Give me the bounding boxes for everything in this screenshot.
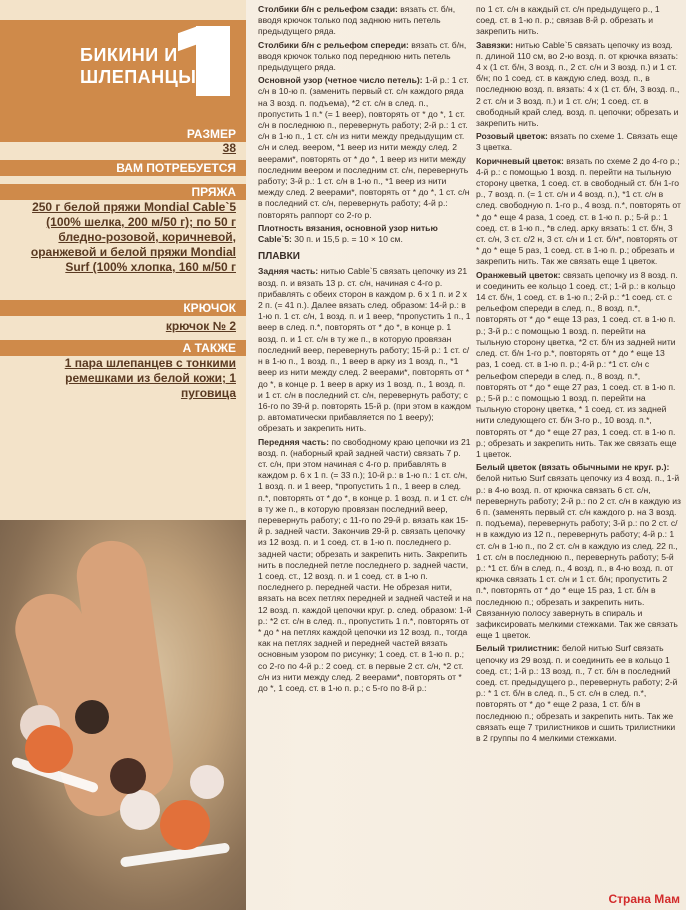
title-band [0,20,246,132]
yarn-label: ПРЯЖА [0,184,246,200]
paragraph-text: нитью Cable`5 связать цепочку из возд. п. длиной 110 см, во 2-ю возд. п. от крючка вязать: 4 х (1 ст. б/н, 3 возд. п., 2 ст. с/н и 3 возд. п.) и 1 ст. б/н; по 1 соед. ст. в каждую след. возд. п., в последнюю возд. п. вязать: 4 х (1 ст. б/н, 3 возд. п., 2 ст. с/н и 3 возд. п.) и 1 ст. с/н; 1 соед. ст. в свободный край след. возд. п. цепочки; обрезать и закрепить нить. [476,39,680,129]
need-label: ВАМ ПОТРЕБУЕТСЯ [0,160,246,176]
term-heading: Коричневый цветок: [476,155,564,166]
term-heading: Передняя часть: [258,436,329,447]
left-sidebar [0,0,246,910]
term-heading: Розовый цветок: [476,131,548,142]
paragraph-text: вязать по схеме 1. Связать еще 3 цветка. [476,131,678,153]
paragraph-text: 30 п. и 15,5 р. = 10 × 10 см. [294,234,403,245]
paragraph-text: белой нитью Surf связать цепочку из 4 возд. п., 1-й р.: в 4-ю возд. п. от крючка связать 6 ст. с/н, перевернуть работу; 2-й р.: по 2 ст. с/н в каждую из 6 п. (заменять первый ст. с/н каждого р. на 3 возд. п. подъема), перевернуть работу; 3-й р.: по 2 ст. с/н в каждую из 12 п., перевернуть работу; 4-й р.: 1 ст. с/н в 1-ю п., по 2 ст. с/н в каждую из след. 22 п., 1 ст. с/н в последнюю п., перевернуть работу; 5-й р.: *1 ст. б/н в след. п., 4 возд. п., в 4-ю возд. п. от крючка связать 1 ст. с/н и 1 ст. б/н; пропустить 2 п.*, повторять от * до * еще 15 раз, 1 ст. б/н в последнюю п.; обрезать и закрепить нить. Связанную полосу завернуть в спираль и зафиксировать мелкими стежками. Так же связать еще 1 цветок. [476,473,681,641]
paragraph-text: вязать ст. б/н, вводя крючок только под переднюю нить петель предыдущего ряда. [258,39,467,73]
term-heading: Основной узор (четное число петель): [258,75,423,86]
term-heading: Столбики б/н с рельефом сзади: [258,4,398,14]
paragraph [258,223,472,245]
term-heading: Плотность вязания, основной узор нитью Cable`5: [258,222,438,245]
orange-flower-left [25,725,73,773]
paragraph-text: вязать ст. б/н, вводя крючок только под заднюю нить петель предыдущего ряда. [258,4,456,37]
paragraph [258,437,472,695]
hook-value: крючок № 2 [165,319,236,333]
paragraph [476,270,682,460]
page-title [80,44,200,88]
paragraph [258,40,472,74]
size-value: 38 [222,141,236,155]
title-line-1: БИКИНИ И [80,45,178,65]
hook-label: КРЮЧОК [0,300,246,316]
paragraph [476,40,682,130]
text-column-1 [258,4,472,696]
paragraph [476,462,682,641]
paragraph-text: белой нитью Surf связать цепочку из 29 возд. п. и соединить ее в кольцо 1 соед. ст.; 1-й р.: 13 возд. п., 7 ст. б/н в последний соед. ст. предыдущего р., перевернуть работу; 2-й р.: * 1 ст. б/н в след. п., 5 ст. с/н в след. п.*, повторять от * до * еще 2 раза, 1 ст. б/н в последнюю п.; обрезать и закрепить нить. Так же связать еще 7 трилистников и сшить трилистники в 2 группы по 4 мелкими стежками. [476,643,678,743]
size-label: РАЗМЕР [0,126,246,142]
brown-flower-left [75,700,109,734]
paragraph [258,75,472,221]
feet-photo [0,520,246,910]
paragraph-text: 1-й р.: 1 ст. с/н в 10-ю п. (заменить первый ст. с/н каждого ряда на 3 возд. п. подъема), *2 ст. с/н в след. п., пропустить 1 п.* (= 1 веер), повторять от * до *, 1 ст. с/н в последнюю п., перевернуть работу; 2-й р.: 1 ст. с/н в 1-ю п., 1 ст. с/н из нити между предыдущим ст. с/н и след. веером, *1 веер из нити между след. 2 веерами*, повторять от * до *, 1 веер из нити между последним веером и последним ст. с/н, перевернуть работу; 3-й р.: 1 ст. с/н в 1-ю п., *1 веер из нити между след. 2 веерами*, повторять от * до *, 1 ст. с/н в последний ст. с/н, перевернуть работу; 4-й р.: повторять раппорт со 2-го р. [258,75,470,220]
title-line-2: ШЛЕПАНЦЫ [80,67,197,87]
white-flower-right-2 [190,765,224,799]
paragraph-text: нитью Cable`5 связать цепочку из 21 возд. п. и вязать 13 р. ст. с/н, начиная с 4-го р. прибавлять с обеих сторон в каждом р. 6 х 1 п. и 2 х 2 п. (= 41 п.). Далее вязать след. образом: 14-й р.: в 1-ю п. 1 ст. с/н, 1 возд. п. и 1 веер, *пропустить 1 п., 1 веер в след. п.*, повторять от * до *, в конце р. 1 возд. п. и 1 ст. с/н в ту же п., в которую провязан последний веер, перевернуть работу; 15-й р.: 1 ст. с/н в 1-ю п., 1 возд. п., 1 веер в арку из 1 возд. п., *1 веер из нити между след. 2 веерами*, повторять от * до *, в конце р. 1 веер в арку из 1 возд. п., 1 возд. п. и 1 ст. с/н в последний ст. с/н, перевернуть работу; с 16-го по 39-й р. повторять 15-й р. (при этом в каждом р. автоматически прибавляется по 1 вееру); обрезать и закрепить нить. [258,266,471,434]
paragraph [476,156,682,268]
yarn-value: 250 г белой пряжи Mondial Cable`5 (100% шелка, 200 м/50 г); по 50 г бледно-розовой, коричневой, оранжевой и белой пряжи Mondial Surf (100% хлопка, 160 м/50 г [30,200,236,274]
paragraph-text: по 1 ст. с/н в каждый ст. с/н предыдущего р., 1 соед. ст. в 1-ю п. р.; связав 8-й р. обрезать и закрепить нить. [476,4,660,37]
section-heading-swim: ПЛАВКИ [258,251,300,263]
watermark: Страна Мам [608,892,680,906]
also-label: А ТАКЖЕ [0,340,246,356]
term-heading: Задняя часть: [258,266,319,277]
text-column-2 [476,4,682,746]
term-heading: Завязки: [476,39,514,50]
paragraph-text: связать цепочку из 8 возд. п. и соединить ее кольцо 1 соед. ст.; 1-й р.: в кольцо 14 ст. б/н, 1 соед. ст. в 1-ю п.; 2-й р.: *1 соед. ст. с рельефом спереди в след. п., 8 возд. п.*, повторять от * до * еще 13 раз, 1 соед. ст. в 1-ю п. р.; 3-й р.: с помощью 1 возд. п. перейти на тыльную сторону цветка, *2 ст. б/н из задней нити след. ст. б/н 1-го р.*, повторять от * до * еще 13 раз, 1 соед. ст. в 1-ю п. р.; 4-й р.: *1 ст. с/н с рельефом спереди в след. п., 8 возд. п.*, повторять от * до * еще 27 раз, 1 соед. ст. в 1-ю п. р.; 5-й р.: с помощью 1 возд. п. перейти на тыльную сторону цветка, * 1 соед. ст. из задней нити следующего ст. б/н 3-го р., 10 возд. п.*, повторять от * до * еще 27 раз, 1 соед. ст. в 1-ю п. р.; обрезать и закрепить нить. Так же связать еще 1 цветок. [476,269,678,459]
brown-flower-right [110,758,146,794]
also-value: 1 пара шлепанцев с тонкими ремешками из белой кожи; 1 пуговица [64,356,236,400]
orange-flower-right [160,800,210,850]
term-heading: Белый цветок (вязать обычными не круг. р.): [476,462,670,473]
paragraph-text: вязать по схеме 2 до 4-го р.; 4-й р.: с помощью 1 возд. п. перейти на тыльную сторону цветка, 1 соед. ст. в свободный ст. б/н 1-го р., 7 возд. п. (= 1 ст. с/н и 4 возд. п.), *1 ст. с/н в след. свободную п. 1-го р., 4 возд. п.*, повторять от * до * еще 4 раза, 1 соед. ст. в 1-ю п. р.; 5-й р.: 1 соед. ст. в 1-ю п., *в след. арку вязать: 1 ст. б/н, 3 ст. с/н, 3 ст. с/2 н, 3 ст. с/н и 1 ст. б/н*, повторять от * до * еще 5 раз, 1 соед. ст. в 1-ю п. р.; обрезать и закрепить нить. Так же связать еще 1 цветок. [476,155,681,267]
term-heading: Оранжевый цветок: [476,269,561,280]
term-heading: Столбики б/н с рельефом спереди: [258,39,409,50]
paragraph [476,4,682,38]
term-heading: Белый трилистник: [476,643,560,654]
paragraph [476,131,682,153]
paragraph [476,643,682,744]
paragraph-text: по свободному краю цепочки из 21 возд. п. (наборный край задней части) связать 7 р. ст. с/н, при этом начиная с 4-го р. прибавлять в каждом р. 6 х 1 п. (= 33 п.); 10-й р.: в 1-ю п.: 1 ст. с/н, 1 возд. п. и 1 веер, *пропустить 1 п., 1 веер в след. п.*, повторять от * до *, в конце р. 1 возд. п. и 1 ст. с/н в ту же п., в которую провязан последний веер, перевернуть работу; с 11-го по 29-й р. вязать как 15-й р. задней части. Закончив 29-й р. связать цепочку из 12 возд. п. и 1 соед. ст. в 1-ю п. последнего р. задней части; обрезать и закрепить нить. Закрепить нить в последней петле последнего р. задней части, 1 соед. ст., 12 возд. п. и 1 соед. ст. в 1-ю п. последнего р. передней части. Не обрезая нити, вязать на всех петлях передней и задней частей и на 12 возд. п. каждой цепочки круг. р. след. образом: 1-й р.: *2 ст. с/н в след. п., пропустить 1 п.*, повторять от * до * на петлях каждой цепочки из 12 возд. п., тогда как на петлях задней и передней частей вязать основным узором по рисунку; 1 соед. ст. в 1-ю п. р.; со 2-го по 4-й р.: 2 соед. ст. в первые 2 ст. с/н, *2 ст. с/н из нити между след. 2 веерами*, повторять от * до *, 1 соед. ст. в 1-ю п. р.; с 5-го по 8-й р.: [258,436,472,693]
paragraph [258,4,472,38]
paragraph [258,266,472,434]
white-flower-right [120,790,160,830]
chapter-number-one [196,26,230,96]
